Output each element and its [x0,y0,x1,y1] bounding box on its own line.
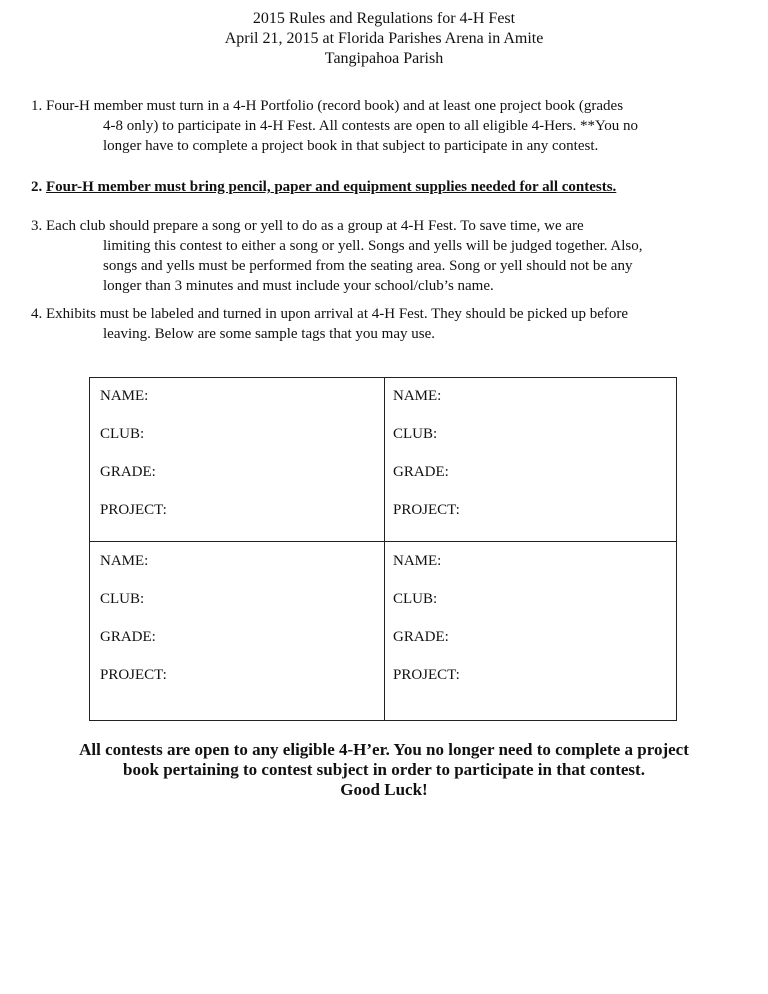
sample-tag [100,386,167,538]
table-vertical-divider [384,378,385,720]
tag-project-label: PROJECT: [100,667,167,683]
rule-2 [31,177,731,197]
tag-name-label: NAME: [393,553,442,569]
tag-project-label: PROJECT: [100,502,167,518]
parish-name: Tangipahoa Parish [324,50,444,67]
tag-club-label: CLUB: [393,591,438,607]
sample-tag [393,386,460,538]
rule-4-line-2: leaving. Below are some sample tags that you may use. [103,326,435,342]
document-title: 2015 Rules and Regulations for 4-H Fest [252,10,516,27]
tag-project-label: PROJECT: [393,667,460,683]
sample-tag [393,551,460,703]
rule-1 [31,96,731,156]
rule-2-number: 2. [31,179,43,195]
rule-3-line-2: limiting this contest to either a song or yell. Songs and yells will be judged together. Also, [103,238,643,254]
sample-tags-table [89,377,677,721]
rule-3-line-1: 3. Each club should prepare a song or yell to do as a group at 4-H Fest. To save time, we are [31,218,584,234]
good-luck-text: Good Luck! [340,780,428,799]
closing-note [0,740,768,800]
event-date-location: April 21, 2015 at Florida Parishes Arena in Amite [224,30,544,47]
rule-3-line-3: songs and yells must be performed from the seating area. Song or yell should not be any [103,258,633,274]
rule-3-line-4: longer than 3 minutes and must include your school/club’s name. [103,278,494,294]
rule-4 [31,304,731,344]
rule-2-text: Four-H member must bring pencil, paper and equipment supplies needed for all contests. [46,179,617,195]
tag-grade-label: GRADE: [393,464,449,480]
rule-3 [31,216,731,296]
rule-1-line-2: 4-8 only) to participate in 4-H Fest. All contests are open to all eligible 4-Hers. **You no [103,118,639,134]
rule-1-line-3: longer have to complete a project book in that subject to participate in any contest. [103,138,599,154]
rule-4-line-1: 4. Exhibits must be labeled and turned in upon arrival at 4-H Fest. They should be picked up before [31,306,629,322]
tag-club-label: CLUB: [100,591,145,607]
tag-name-label: NAME: [393,388,442,404]
rule-1-line-1: 1. Four-H member must turn in a 4-H Portfolio (record book) and at least one project book (grades [31,98,624,114]
tag-grade-label: GRADE: [100,629,156,645]
document-header [0,9,768,69]
tag-club-label: CLUB: [100,426,145,442]
tag-club-label: CLUB: [393,426,438,442]
tag-name-label: NAME: [100,553,149,569]
table-horizontal-divider [90,541,676,542]
tag-grade-label: GRADE: [100,464,156,480]
closing-note-line-1: All contests are open to any eligible 4-H’er. You no longer need to complete a project [79,740,689,759]
closing-note-line-2: book pertaining to contest subject in order to participate in that contest. [123,760,645,779]
sample-tag [100,551,167,703]
tag-name-label: NAME: [100,388,149,404]
tag-project-label: PROJECT: [393,502,460,518]
tag-grade-label: GRADE: [393,629,449,645]
